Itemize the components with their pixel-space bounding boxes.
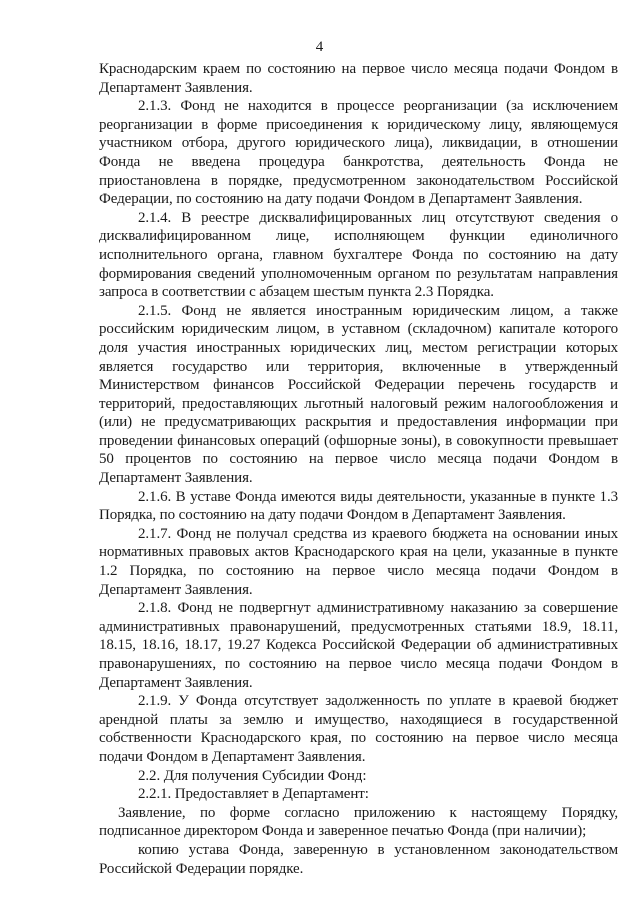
paragraph-2-1-9: 2.1.9. У Фонда отсутствует задолженность по уплате в краевой бюджет арендной платы за землю и имущество, находящиеся в государственной собственности Краснодарского края, по состоянию на первое число месяца подачи Фондом в Департамент Заявления. — [99, 693, 618, 765]
paragraph-2-1-3: 2.1.3. Фонд не находится в процессе реорганизации (за исключением реорганизации в форме присоединения к юридическому лицу, являющемуся участником отбора, другого юридического лица), ликвидации, в отношении Фонда не введена процедура банкротства, деятельность Фонда не приостановлена в порядке, предусмотренном законодательством Российской Федерации, по состоянию на дату подачи Фондом в Департамент Заявления. — [99, 98, 618, 208]
paragraph-2-1-6: 2.1.6. В уставе Фонда имеются виды деятельности, указанные в пункте 1.3 Порядка, по состоянию на дату подачи Фондом в Департамент Заявления. — [99, 488, 618, 524]
paragraph-2-1-4: 2.1.4. В реестре дисквалифицированных лиц отсутствуют сведения о дисквалифицированном лице, исполняющем функции единоличного исполнительного органа, главном бухгалтере Фонда по состоянию на дату формирования сведений уполномоченным органом по результатам направления запроса в соответствии с абзацем шестым пункта 2.3 Порядка. — [99, 209, 618, 301]
paragraph-application: Заявление, по форме согласно приложению к настоящему Порядку, подписанное директором Фонда и заверенное печатью Фонда (при наличии); — [99, 804, 618, 840]
page-number: 4 — [315, 39, 324, 55]
paragraph-2-1-5: 2.1.5. Фонд не является иностранным юридическим лицом, а также российским юридическим лицом, в уставном (складочном) капитале которого доля участия иностранных юридических лиц, местом регистрации которых является государство или территория, включенные в утвержденный Министерством финансов Российской Федерации перечень государств и территорий, предоставляющих льготный налоговый режим налогообложения и (или) не предусматривающих раскрытия и предоставления информации при проведении финансовых операций (офшорные зоны), в совокупности превышает 50 процентов по состоянию на первое число месяца подачи Фондом в Департамент Заявления. — [99, 302, 618, 487]
paragraph-2-2-1: 2.2.1. Предоставляет в Департамент: — [138, 786, 369, 803]
paragraph-2-1-7: 2.1.7. Фонд не получал средства из краевого бюджета на основании иных нормативных правовых актов Краснодарского края на цели, указанные в пункте 1.2 Порядка, по состоянию на первое число месяца подачи Фондом в Департамент Заявления. — [99, 525, 618, 598]
paragraph-continuation: Краснодарским краем по состоянию на первое число месяца подачи Фондом в Департамент Заявления. — [99, 61, 618, 96]
paragraph-charter-copy: копию устава Фонда, заверенную в установленном законодательством Российской Федерации порядке. — [99, 841, 618, 877]
paragraph-2-1-8: 2.1.8. Фонд не подвергнут административному наказанию за совершение административных правонарушений, предусмотренных статьями 18.9, 18.11, 18.15, 18.16, 18.17, 19.27 Кодекса Российской Федерации об административных правонарушениях, по состоянию на первое число месяца подачи Фондом в Департамент Заявления. — [99, 600, 618, 691]
paragraph-2-2: 2.2. Для получения Субсидии Фонд: — [138, 767, 367, 784]
document-body — [99, 60, 618, 878]
